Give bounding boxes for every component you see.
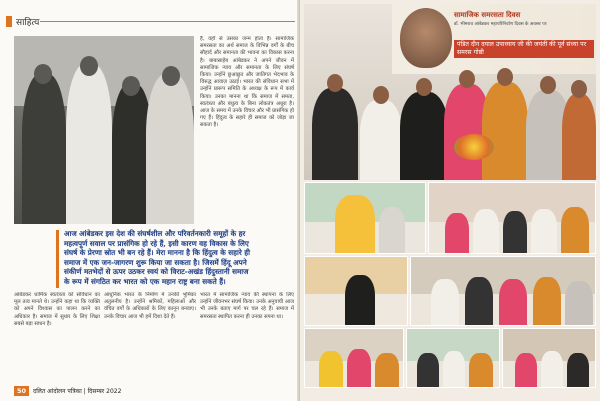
event-photo-4 xyxy=(410,256,596,326)
section-title: साहित्य xyxy=(16,17,40,28)
body-column-mid: है, वहाँ से उसका जन्म होता है। सामाजिक समरसता का अर्थ समाज के विभिन्न वर्गों के बीच सौहार्द और समानता की भावना का विकास करना है। बाबासाहेब आंबेडकर ने अपने जीवन में सामाजिक न्याय और समानता के लिए संघर्ष किया। उन्होंने छुआछूत और जातिगत भेदभाव के विरुद्ध आवाज़ उठाई। भारत की संविधान सभा में उन्होंने प्रारूप समिति के अध्यक्ष के रूप में कार्य किया। उनका मानना था कि समाज में समता, स्वतंत्रता और बंधुत्व के बिना लोकतंत्र अधूरा है। आज के समय में उनके विचार और भी प्रासंगिक हो गए हैं। हिंदुत्व के सहारे ही समाज को जोड़ा जा सकता है। xyxy=(200,36,294,129)
body-column-1: आंबेडकर धार्मिक स्वतंत्रता को संविधान का मूल तत्व मानते थे। उन्होंने कहा था कि व्यक्ति को अपने विश्वास का पालन करने का अधिकार है। समाज में सुधार के लिए शिक्षा सबसे बड़ा साधन है। xyxy=(14,292,100,327)
people-group xyxy=(304,60,596,180)
pull-quote: आज आंबेडकर इस देश की संघर्षशील और परिवर्तनकारी समूहों के हर महत्वपूर्ण सवाल पर प्रासंगिक हो रहे हैं, इसी कारण वह विकास के लिए संघर्ष के प्रेरणा स्रोत भी बन रहे हैं। मेरा मानना है कि हिंदुत्व के सहारे ही समाज में एक जन-जागरण शुरू किया जा सकता है। जिसमें हिंदू अपने संकीर्ण मतभेदों से ऊपर उठकर स्वयं को विराट-अखंड हिंदुस्तानी समाज के रूप में संगठित कर भारत को एक महान राष्ट्र बना सकते हैं। xyxy=(64,229,250,286)
hero-event-photo xyxy=(304,4,596,180)
event-photo-6 xyxy=(406,328,500,388)
historic-photo xyxy=(14,36,194,224)
event-photo-5 xyxy=(304,328,404,388)
section-tag xyxy=(6,14,39,28)
event-photo-2 xyxy=(428,182,596,254)
body-column-3: भारत में सामाजिक न्याय की स्थापना के लिए उन्होंने जीवनभर संघर्ष किया। उनके अनुयायी आज भी उनके बताए मार्ग पर चल रहे हैं। समाज में समरसता स्थापित करना ही उनका सपना था। xyxy=(200,292,294,320)
page-footer xyxy=(14,386,121,396)
header-rule xyxy=(40,21,295,22)
banner-caption: पंडित दीन दयाल उपाध्याय जी की जयंती की पूर्व संध्या पर समरस गोष्ठी xyxy=(454,40,594,58)
page-number: 50 xyxy=(14,386,29,396)
event-photo-3 xyxy=(304,256,408,326)
body-column-2: आधुनिक भारत के निर्माण में उनकी भूमिका अतुलनीय है। उन्होंने श्रमिकों, महिलाओं और वंचित वर्गों के अधिकारों के लिए कानून बनवाए। उनके विचार आज भी हमें दिशा देते हैं। xyxy=(104,292,196,320)
bouquet xyxy=(454,134,494,160)
event-photo-1 xyxy=(304,182,426,254)
banner-title: सामाजिक समरसता दिवस xyxy=(454,10,521,19)
banner-portrait xyxy=(400,8,452,68)
pull-quote-bar xyxy=(56,230,59,288)
section-marker xyxy=(6,16,12,27)
banner-subtitle: डॉ. भीमराव आंबेडकर महापरिनिर्वाण दिवस के अवसर पर xyxy=(454,22,547,27)
footer-title: दलित आंदोलन पत्रिका | दिसम्बर 2022 xyxy=(33,388,122,395)
event-photo-7 xyxy=(502,328,596,388)
